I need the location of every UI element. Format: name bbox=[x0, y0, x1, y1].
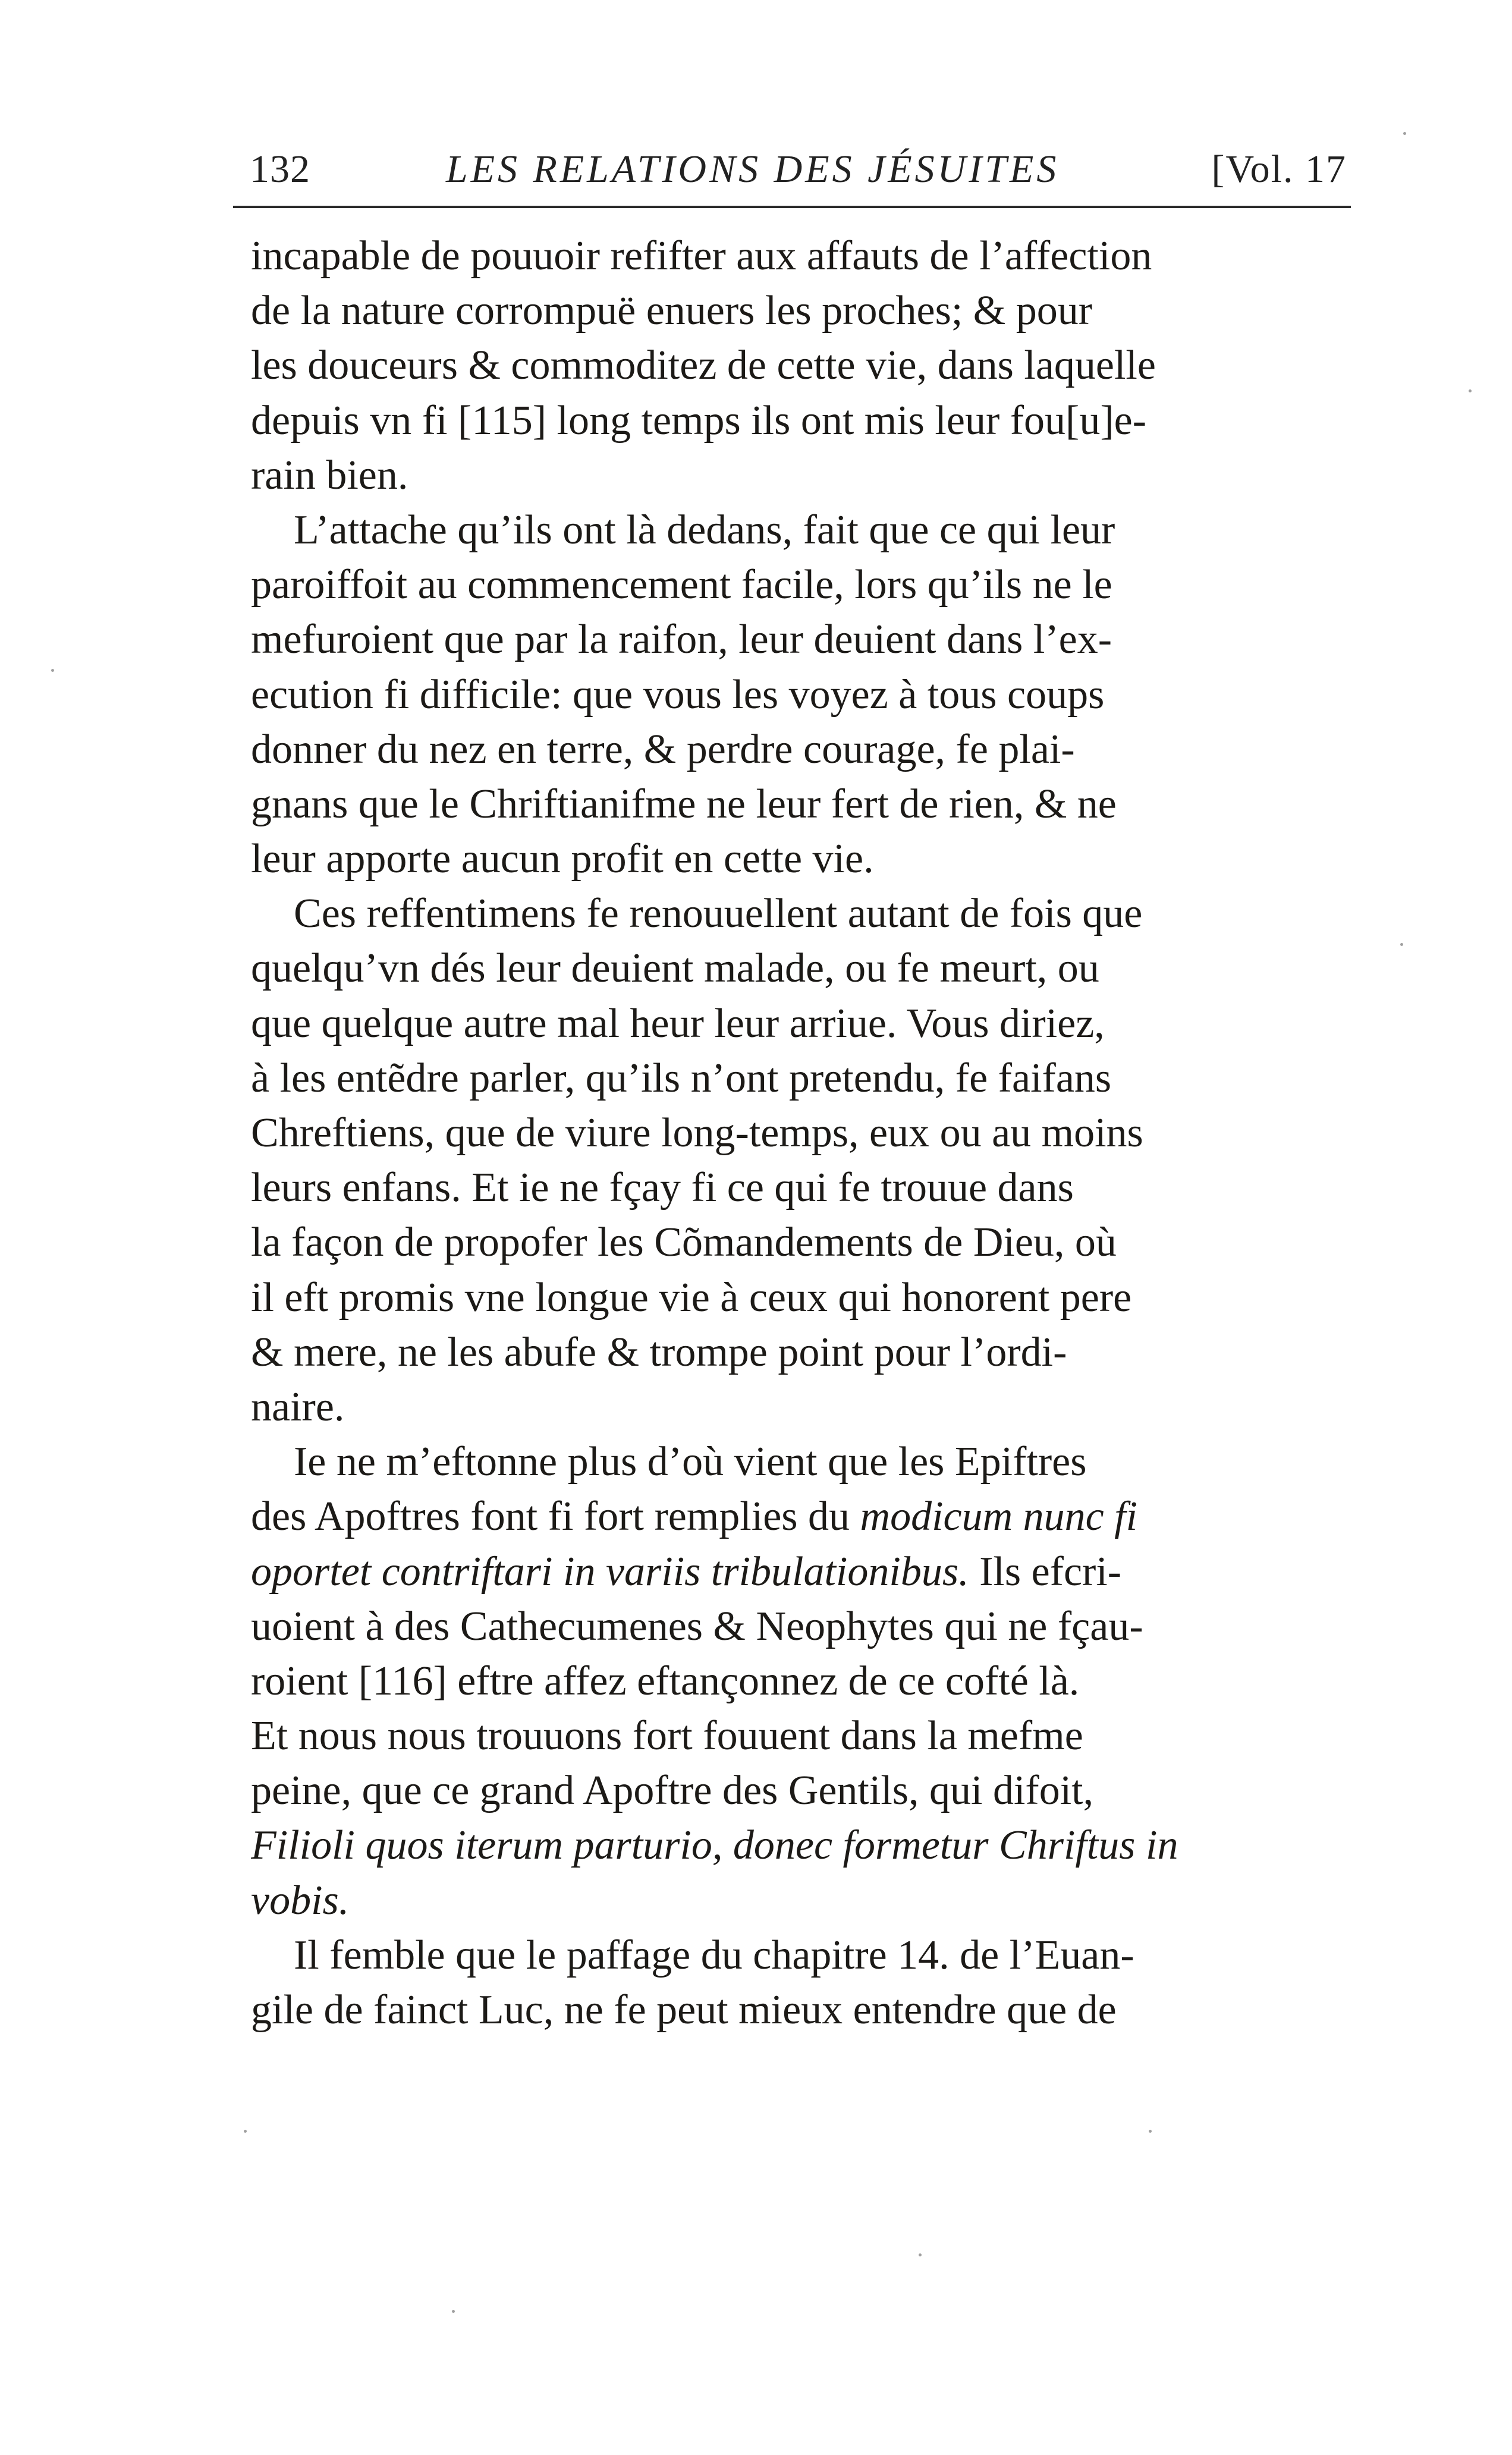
paper-speck bbox=[1469, 389, 1472, 392]
paragraph-start-line: Il femble que le paffage du chapitre 14. de l’Euan- bbox=[294, 1932, 1134, 1978]
latin-quotation: oportet contriftari in variis tribulationibus. bbox=[251, 1548, 969, 1595]
text-line: mefuroient que par la raifon, leur deuient dans l’ex- bbox=[251, 617, 1112, 663]
text-line bbox=[251, 1818, 1344, 1873]
text-line: peine, que ce grand Apoftre des Gentils, qui difoit, bbox=[251, 1768, 1094, 1814]
paper-speck bbox=[1149, 2130, 1152, 2133]
latin-quotation: Filioli quos iterum parturio, donec formetur Chriftus in bbox=[251, 1822, 1178, 1869]
paragraph-start-line: Ie ne m’eftonne plus d’où vient que les Epiftres bbox=[294, 1439, 1087, 1485]
text-line: quelqu’vn dés leur deuient malade, ou fe meurt, ou bbox=[251, 945, 1099, 992]
running-title: LES RELATIONS DES JÉSUITES bbox=[446, 147, 1060, 191]
latin-quotation: vobis. bbox=[251, 1877, 350, 1923]
paper-speck bbox=[1403, 132, 1406, 135]
text-line: leur apporte aucun profit en cette vie. bbox=[251, 836, 874, 882]
text-line: des Apoftres font fi fort remplies du modicum nunc fi bbox=[251, 1494, 1138, 1540]
paper-speck bbox=[919, 2253, 922, 2256]
paper-speck bbox=[51, 669, 54, 672]
text-line: leurs enfans. Et ie ne fçay fi ce qui fe trouue dans bbox=[251, 1165, 1074, 1211]
text-line: donner du nez en terre, & perdre courage, fe plai- bbox=[251, 726, 1075, 772]
text-line: à les entẽdre parler, qu’ils n’ont pretendu, fe faifans bbox=[251, 1055, 1112, 1101]
text-line: incapable de pouuoir refifter aux affauts de l’affection bbox=[251, 233, 1152, 279]
volume-marker: [Vol. 17 bbox=[1211, 147, 1347, 191]
text-line: gnans que le Chriftianifme ne leur fert de rien, & ne bbox=[251, 781, 1117, 827]
text-line: gile de fainct Luc, ne fe peut mieux entendre que de bbox=[251, 1987, 1117, 2033]
paragraph-start-line: L’attache qu’ils ont là dedans, fait que ce qui leur bbox=[294, 507, 1115, 553]
body-text bbox=[251, 229, 1344, 2038]
text-line: il eft promis vne longue vie à ceux qui honorent pere bbox=[251, 1274, 1132, 1321]
text-line bbox=[251, 1874, 1344, 1928]
text-line: uoient à des Cathecumenes & Neophytes qui ne fçau- bbox=[251, 1603, 1143, 1649]
paper-speck bbox=[1400, 943, 1403, 946]
text-line: roient [116] eftre affez eftançonnez de ce cofté là. bbox=[251, 1658, 1080, 1704]
paper-speck bbox=[244, 2130, 247, 2133]
text-line: la façon de propofer les Cõmandements de Dieu, où bbox=[251, 1219, 1117, 1266]
text-line: ecution fi difficile: que vous les voyez à tous coups bbox=[251, 671, 1105, 718]
text-line: & mere, ne les abufe & trompe point pour l’ordi- bbox=[251, 1329, 1067, 1375]
text-line: que quelque autre mal heur leur arriue. Vous diriez, bbox=[251, 1000, 1105, 1046]
text-line: Chreftiens, que de viure long-temps, eux ou au moins bbox=[251, 1110, 1143, 1156]
latin-quotation: modicum nunc fi bbox=[860, 1494, 1138, 1540]
paper-speck bbox=[452, 2310, 455, 2313]
text-line: paroiffoit au commencement facile, lors qu’ils ne le bbox=[251, 562, 1112, 608]
text-line: Et nous nous trouuons fort fouuent dans la mefme bbox=[251, 1713, 1083, 1759]
text-line: rain bien. bbox=[251, 452, 408, 498]
text-line: de la nature corrompuë enuers les proches; & pour bbox=[251, 288, 1093, 334]
page-number: 132 bbox=[250, 147, 310, 191]
text-line: naire. bbox=[251, 1384, 345, 1430]
header-rule bbox=[233, 206, 1351, 208]
running-header bbox=[250, 143, 1347, 196]
text-line: depuis vn fi [115] long temps ils ont mis leur fou[u]e- bbox=[251, 397, 1147, 444]
text-line: les douceurs & commoditez de cette vie, dans laquelle bbox=[251, 342, 1156, 389]
paragraph-start-line: Ces reffentimens fe renouuellent autant de fois que bbox=[294, 891, 1143, 937]
text-line: oportet contriftari in variis tribulationibus. Ils efcri- bbox=[251, 1548, 1122, 1595]
